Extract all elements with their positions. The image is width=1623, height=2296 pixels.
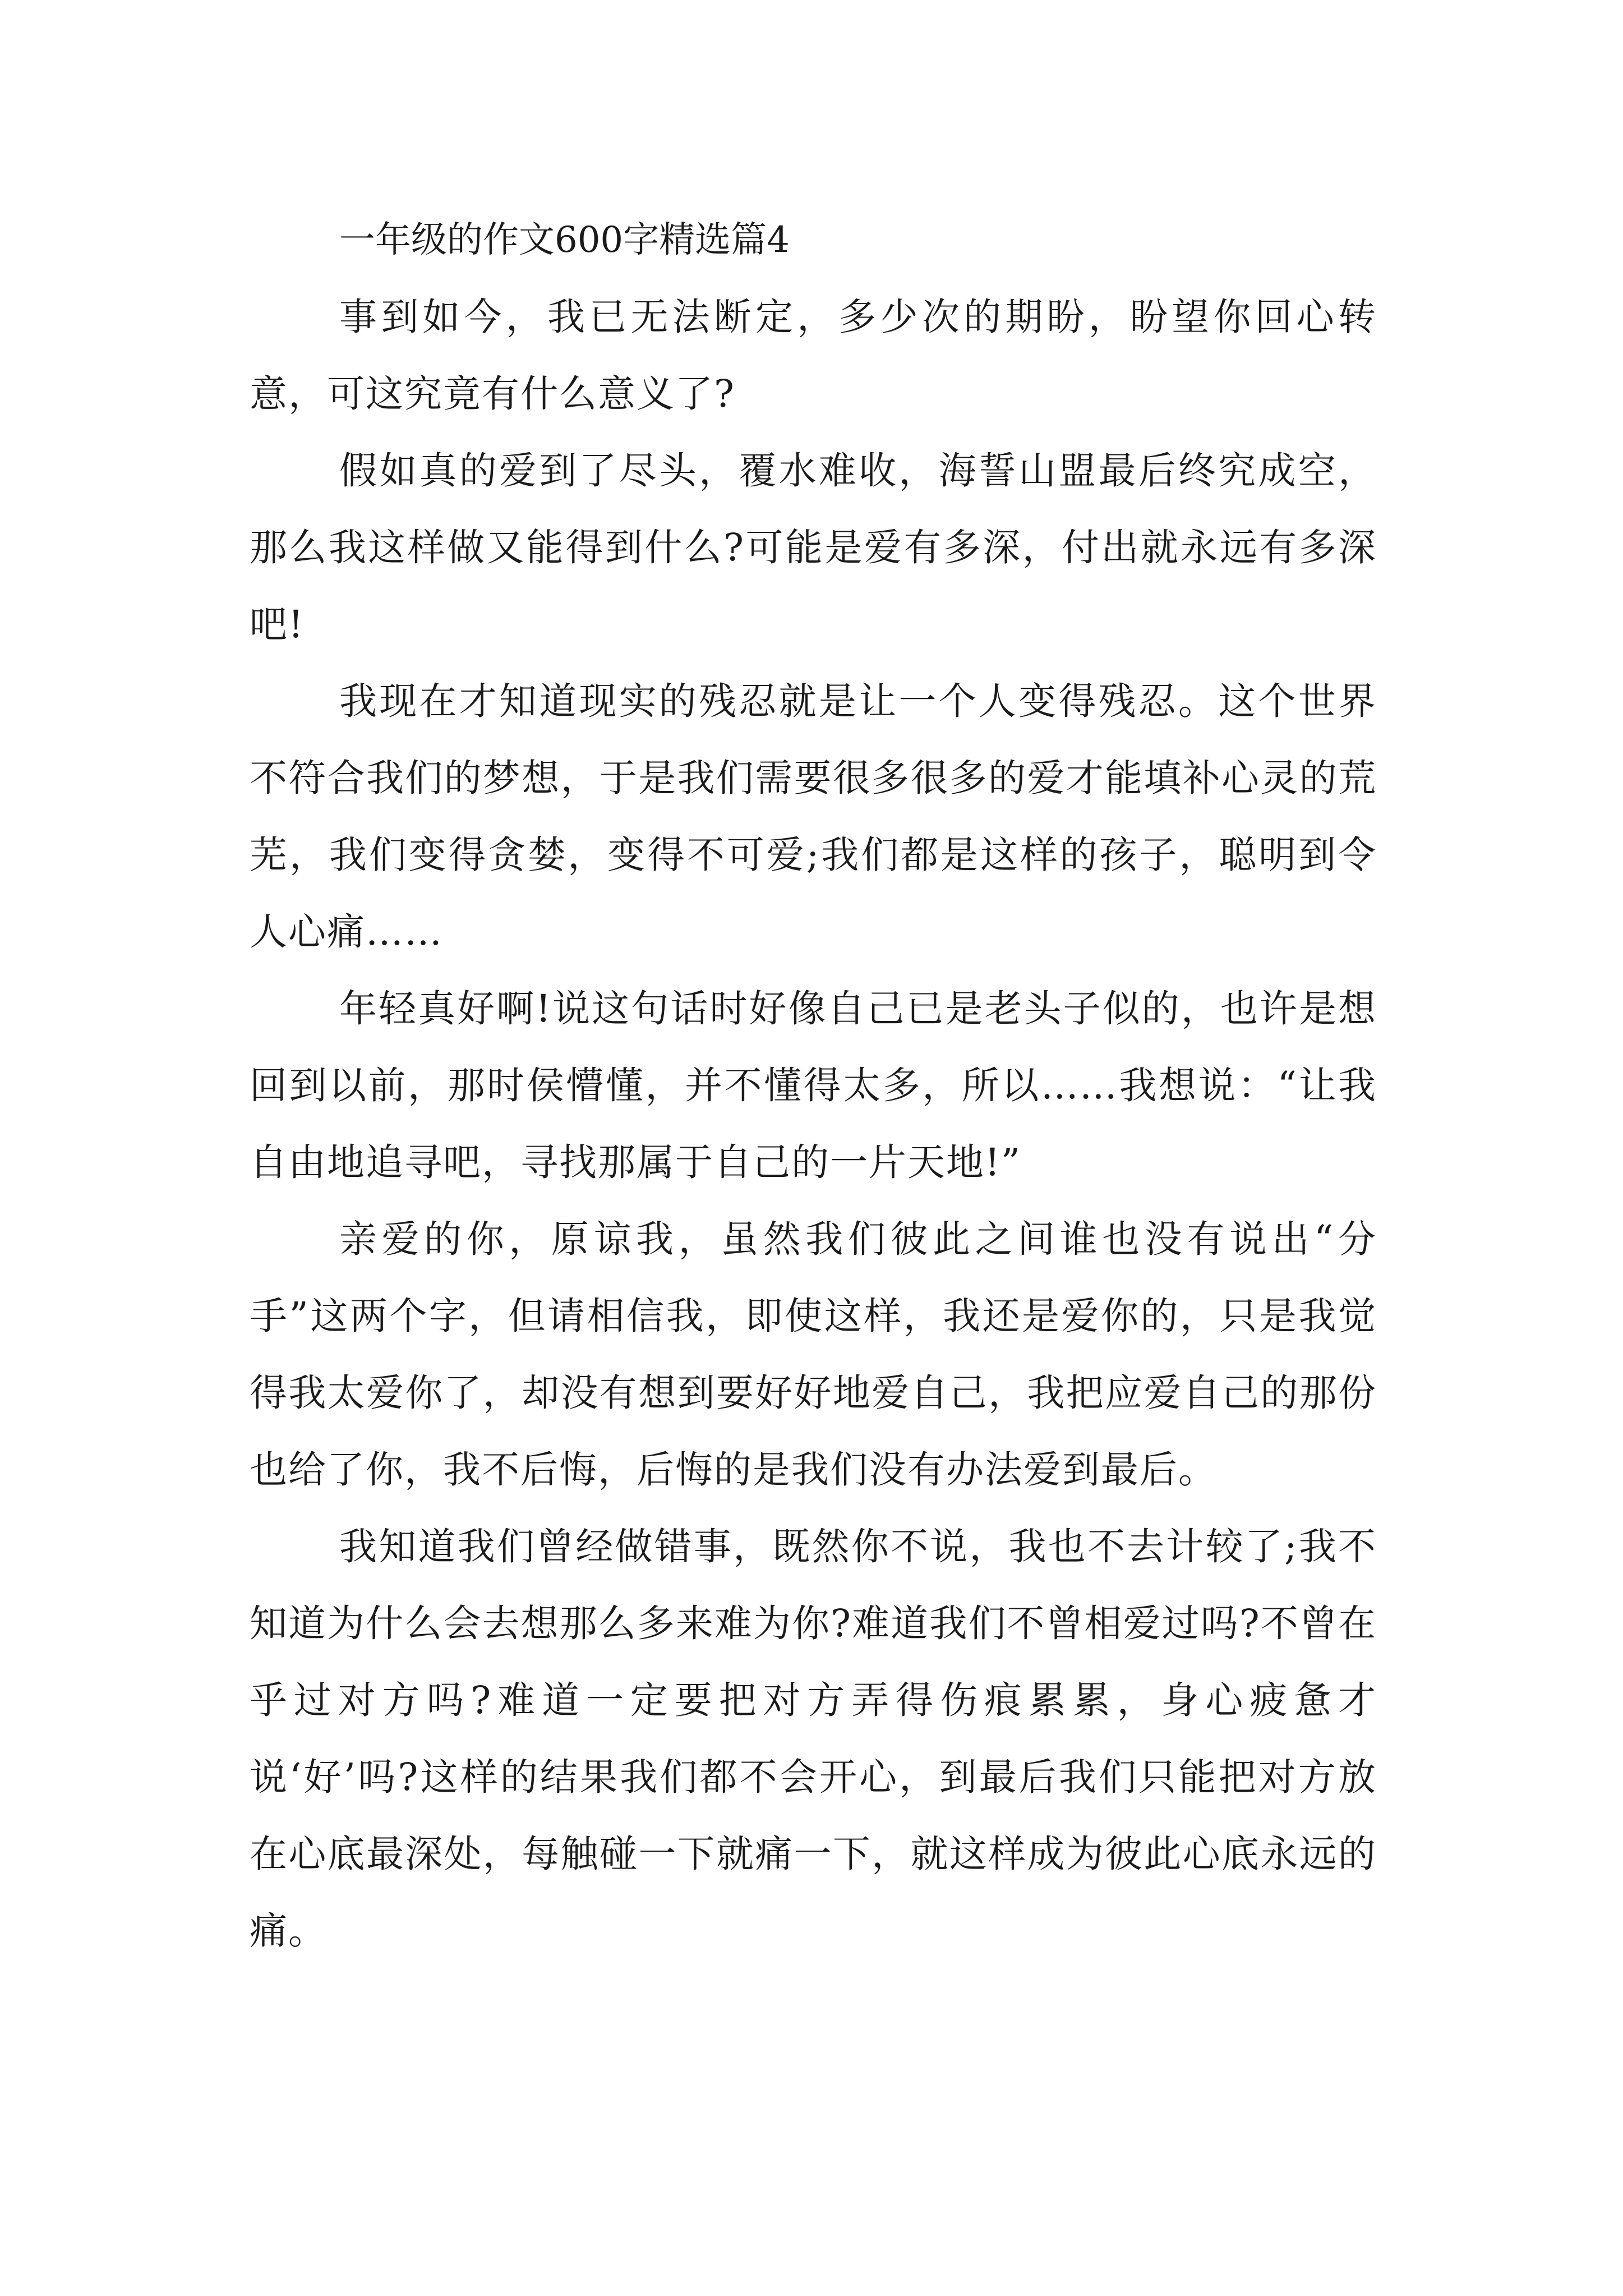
paragraph-3: 我现在才知道现实的残忍就是让一个人变得残忍。这个世界不符合我们的梦想，于是我们需要很多很多的爱才能填补心灵的荒芜，我们变得贪婪，变得不可爱;我们都是这样的孩子，聪明到令人心痛……: [250, 679, 1377, 954]
paragraph-5: 亲爱的你，原谅我，虽然我们彼此之间谁也没有说出“分手”这两个字，但请相信我，即使这样，我还是爱你的，只是我觉得我太爱你了，却没有想到要好好地爱自己，我把应爱自己的那份也给了你，我不后悔，后悔的是我们没有办法爱到最后。: [250, 1217, 1377, 1492]
paragraph-2: 假如真的爱到了尽头，覆水难收，海誓山盟最后终究成空，那么我这样做又能得到什么?可能是爱有多深，付出就永远有多深吧!: [250, 449, 1377, 646]
document-title: 一年级的作文600字精选篇4: [339, 219, 790, 261]
paragraph-6: 我知道我们曾经做错事，既然你不说，我也不去计较了;我不知道为什么会去想那么多来难为你?难道我们不曾相爱过吗?不曾在乎过对方吗?难道一定要把对方弄得伤痕累累，身心疲惫才说‘好’吗?这样的结果我们都不会开心，到最后我们只能把对方放在心底最深处，每触碰一下就痛一下，就这样成为彼此心底永远的痛。: [250, 1525, 1377, 1953]
document-body: [250, 202, 1377, 1970]
paragraph-4: 年轻真好啊!说这句话时好像自己已是老头子似的，也许是想回到以前，那时侯懵懂，并不懂得太多，所以……我想说：“让我自由地追寻吧，寻找那属于自己的一片天地!”: [250, 987, 1377, 1184]
paragraph-1: 事到如今，我已无法断定，多少次的期盼，盼望你回心转意，可这究竟有什么意义了?: [250, 295, 1377, 416]
